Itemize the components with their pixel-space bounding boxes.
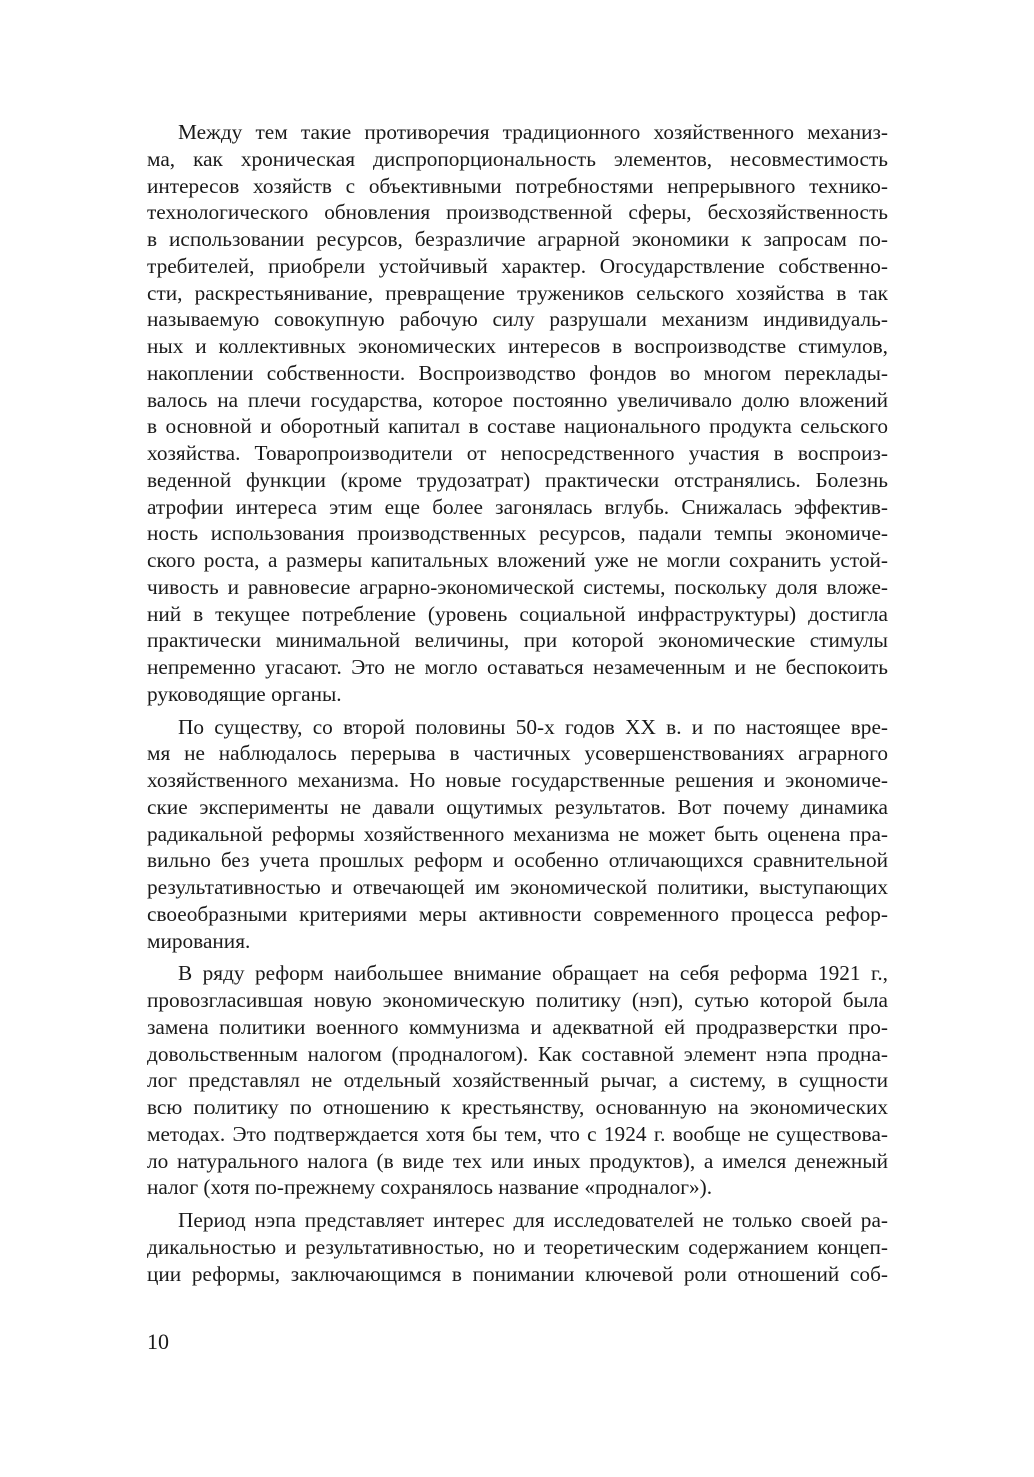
- text-line: называемую совокупную рабочую силу разрушали механизм индивидуаль-: [147, 307, 888, 332]
- text-line: мя не наблюдалось перерыва в частичных усовершенствованиях аграрного: [147, 741, 888, 766]
- text-line: результативностью и отвечающей им экономической политики, выступающих: [147, 875, 888, 899]
- paragraph: [147, 960, 888, 1201]
- text-line: в основной и оборотный капитал в составе национального продукта сельского: [147, 414, 888, 439]
- text-line: радикальной реформы хозяйственного механизма не может быть оценена пра-: [147, 821, 888, 846]
- text-line: ний в текущее потребление (уровень социальной инфраструктуры) достигла: [147, 601, 888, 626]
- text-line: практически минимальной величины, при которой экономические стимулы: [147, 628, 888, 653]
- text-line: интересов хозяйств с объективными потребностями непрерывного технико-: [147, 173, 888, 198]
- page-body: [147, 119, 888, 1287]
- text-line: сти, раскрестьянивание, превращение тружеников сельского хозяйства в так: [147, 280, 888, 305]
- text-line: вильно без учета прошлых реформ и особенно отличающихся сравнительной: [147, 848, 888, 873]
- text-line: ных и коллективных экономических интересов в воспроизводстве стимулов,: [147, 334, 888, 358]
- text-line: технологического обновления производственной сферы, бесхозяйственность: [147, 200, 888, 225]
- text-line: валось на плечи государства, которое постоянно увеличивало долю вложений: [147, 387, 888, 412]
- text-line: всю политику по отношению к крестьянству, основанную на экономических: [147, 1095, 888, 1119]
- text-line: довольственным налогом (продналогом). Как составной элемент нэпа продна-: [147, 1041, 888, 1066]
- text-line: В ряду реформ наибольшее внимание обращает на себя реформа 1921 г.,: [178, 961, 888, 986]
- text-line: своеобразными критериями меры активности современного процесса рефор-: [147, 901, 888, 926]
- text-line: хозяйственного механизма. Но новые государственные решения и экономиче-: [147, 768, 888, 792]
- text-line: провозгласившая новую экономическую политику (нэп), сутью которой была: [147, 988, 888, 1012]
- text-line: лог представлял не отдельный хозяйственный рычаг, а систему, в сущности: [147, 1068, 888, 1093]
- paragraph: [147, 714, 888, 955]
- page-number: 10: [147, 1329, 169, 1354]
- text-line: По существу, со второй половины 50-х годов XX в. и по настоящее вре-: [178, 714, 888, 739]
- text-line: накоплении собственности. Воспроизводство фондов во многом переклады-: [147, 360, 888, 385]
- text-line: замена политики военного коммунизма и адекватной ей продразверстки про-: [147, 1014, 888, 1039]
- text-line: Период нэпа представляет интерес для исследователей не только своей ра-: [178, 1208, 888, 1232]
- text-line: хозяйства. Товаропроизводители от непосредственного участия в воспроиз-: [147, 441, 888, 465]
- text-line: ского роста, а размеры капитальных вложений уже не могли сохранить устой-: [147, 548, 888, 572]
- text-line: веденной функции (кроме трудозатрат) практически отстранялись. Болезнь: [147, 467, 888, 492]
- paragraph: [147, 1207, 888, 1287]
- text-line: требителей, приобрели устойчивый характер. Огосударствление собственно-: [147, 253, 888, 278]
- text-line: ность использования производственных ресурсов, падали темпы экономиче-: [147, 521, 888, 546]
- text-line: ма, как хроническая диспропорциональность элементов, несовместимость: [147, 146, 888, 171]
- paragraph: [147, 119, 888, 708]
- text-line: в использовании ресурсов, безразличие аграрной экономики к запросам по-: [147, 227, 888, 251]
- text-line: руководящие органы.: [147, 681, 342, 706]
- text-line: Между тем такие противоречия традиционного хозяйственного механиз-: [178, 120, 888, 144]
- text-line: непременно угасают. Это не могло оставаться незамеченным и не беспокоить: [147, 655, 888, 679]
- text-line: атрофии интереса этим еще более загонялась вглубь. Снижалась эффектив-: [147, 494, 888, 519]
- text-line: ции реформы, заключающимся в понимании ключевой роли отношений соб-: [147, 1261, 888, 1286]
- text-line: ские эксперименты не давали ощутимых результатов. Вот почему динамика: [147, 794, 888, 819]
- text-line: мирования.: [147, 928, 251, 953]
- text-line: налог (хотя по-прежнему сохранялось название «продналог»).: [147, 1175, 713, 1200]
- text-line: ло натурального налога (в виде тех или иных продуктов), а имелся денежный: [147, 1148, 888, 1173]
- text-line: чивость и равновесие аграрно-экономической системы, поскольку доля вложе-: [147, 574, 888, 599]
- text-line: дикальностью и результативностью, но и теоретическим содержанием концеп-: [147, 1234, 888, 1259]
- text-line: методах. Это подтверждается хотя бы тем, что с 1924 г. вообще не существова-: [147, 1121, 888, 1146]
